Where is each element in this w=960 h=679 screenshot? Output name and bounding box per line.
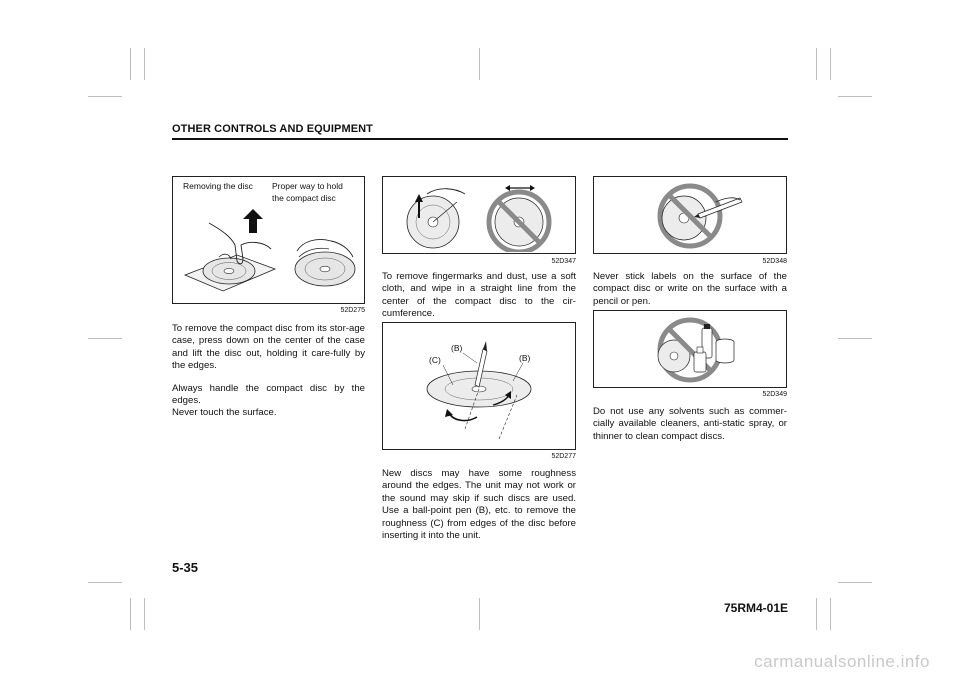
paragraph: To remove fingermarks and dust, use a soft cloth, and wipe in a straight line from the center of the compact disc to the cir-cumference. [382, 271, 576, 320]
figure-label-proper-hold-2: the compact disc [272, 193, 336, 203]
crop-mark [838, 96, 872, 97]
crop-mark [88, 582, 122, 583]
paragraph: New discs may have some roughness around the edges. The unit may not work or the sound may skip if such discs are used. Use a ball-point pen (B), etc. to remove the roughness (C) from edges of the disc before inserting it into the unit. [382, 468, 576, 542]
crop-mark [144, 48, 145, 80]
illustration-wiping-disc [387, 180, 573, 252]
figure-no-solvents [593, 310, 787, 388]
paragraph: To remove the compact disc from its stor-age case, press down on the center of the case and lift the disc out, holding it care-fully by the edges. [172, 323, 365, 372]
figure-label-proper-hold-1: Proper way to hold [272, 181, 343, 191]
page-number: 5-35 [172, 560, 199, 575]
header-rule [172, 138, 788, 140]
figure-label-removing: Removing the disc [183, 181, 253, 191]
label-c: (C) [429, 355, 441, 365]
watermark: carmanualsonline.info [754, 652, 930, 671]
column3-text-2 [593, 406, 787, 453]
crop-mark [88, 338, 122, 339]
column2-text-2 [382, 468, 576, 552]
illustration-no-solvents [598, 314, 784, 386]
crop-mark [130, 48, 131, 80]
figure-code: 52D277 [551, 453, 576, 460]
crop-mark [838, 338, 872, 339]
figure-wiping-disc [382, 176, 576, 254]
figure-no-labels [593, 176, 787, 254]
crop-mark [816, 598, 817, 630]
crop-mark [479, 48, 480, 80]
paragraph: Never stick labels on the surface of the compact disc or write on the surface with a pencil or pen. [593, 271, 787, 307]
illustration-pen-on-disc-edge [387, 329, 573, 447]
crop-mark [479, 598, 480, 630]
illustration-hand-removing-disc [179, 205, 359, 301]
paragraph: Do not use any solvents such as commer-cially available cleaners, anti-static spray, or thinner to clean compact discs. [593, 406, 787, 442]
figure-code: 52D349 [762, 391, 787, 398]
crop-mark [130, 598, 131, 630]
crop-mark [830, 48, 831, 80]
crop-mark [838, 582, 872, 583]
label-b-right: (B) [519, 353, 531, 363]
paragraph: Never touch the surface. [172, 407, 277, 419]
paragraph: Always handle the compact disc by the edges. [172, 382, 365, 407]
label-b-top: (B) [451, 343, 463, 353]
crop-mark [144, 598, 145, 630]
figure-code: 52D275 [340, 307, 365, 314]
illustration-no-writing-on-disc [598, 180, 784, 252]
figure-code: 52D348 [762, 258, 787, 265]
figure-code: 52D347 [551, 258, 576, 265]
column1-text [172, 323, 365, 430]
crop-mark [88, 96, 122, 97]
page-header-title: OTHER CONTROLS AND EQUIPMENT [172, 123, 374, 135]
crop-mark [816, 48, 817, 80]
figure-pen-deburr [382, 322, 576, 450]
document-code: 75RM4-01E [723, 601, 788, 615]
figure-removing-disc [172, 176, 365, 304]
crop-mark [830, 598, 831, 630]
